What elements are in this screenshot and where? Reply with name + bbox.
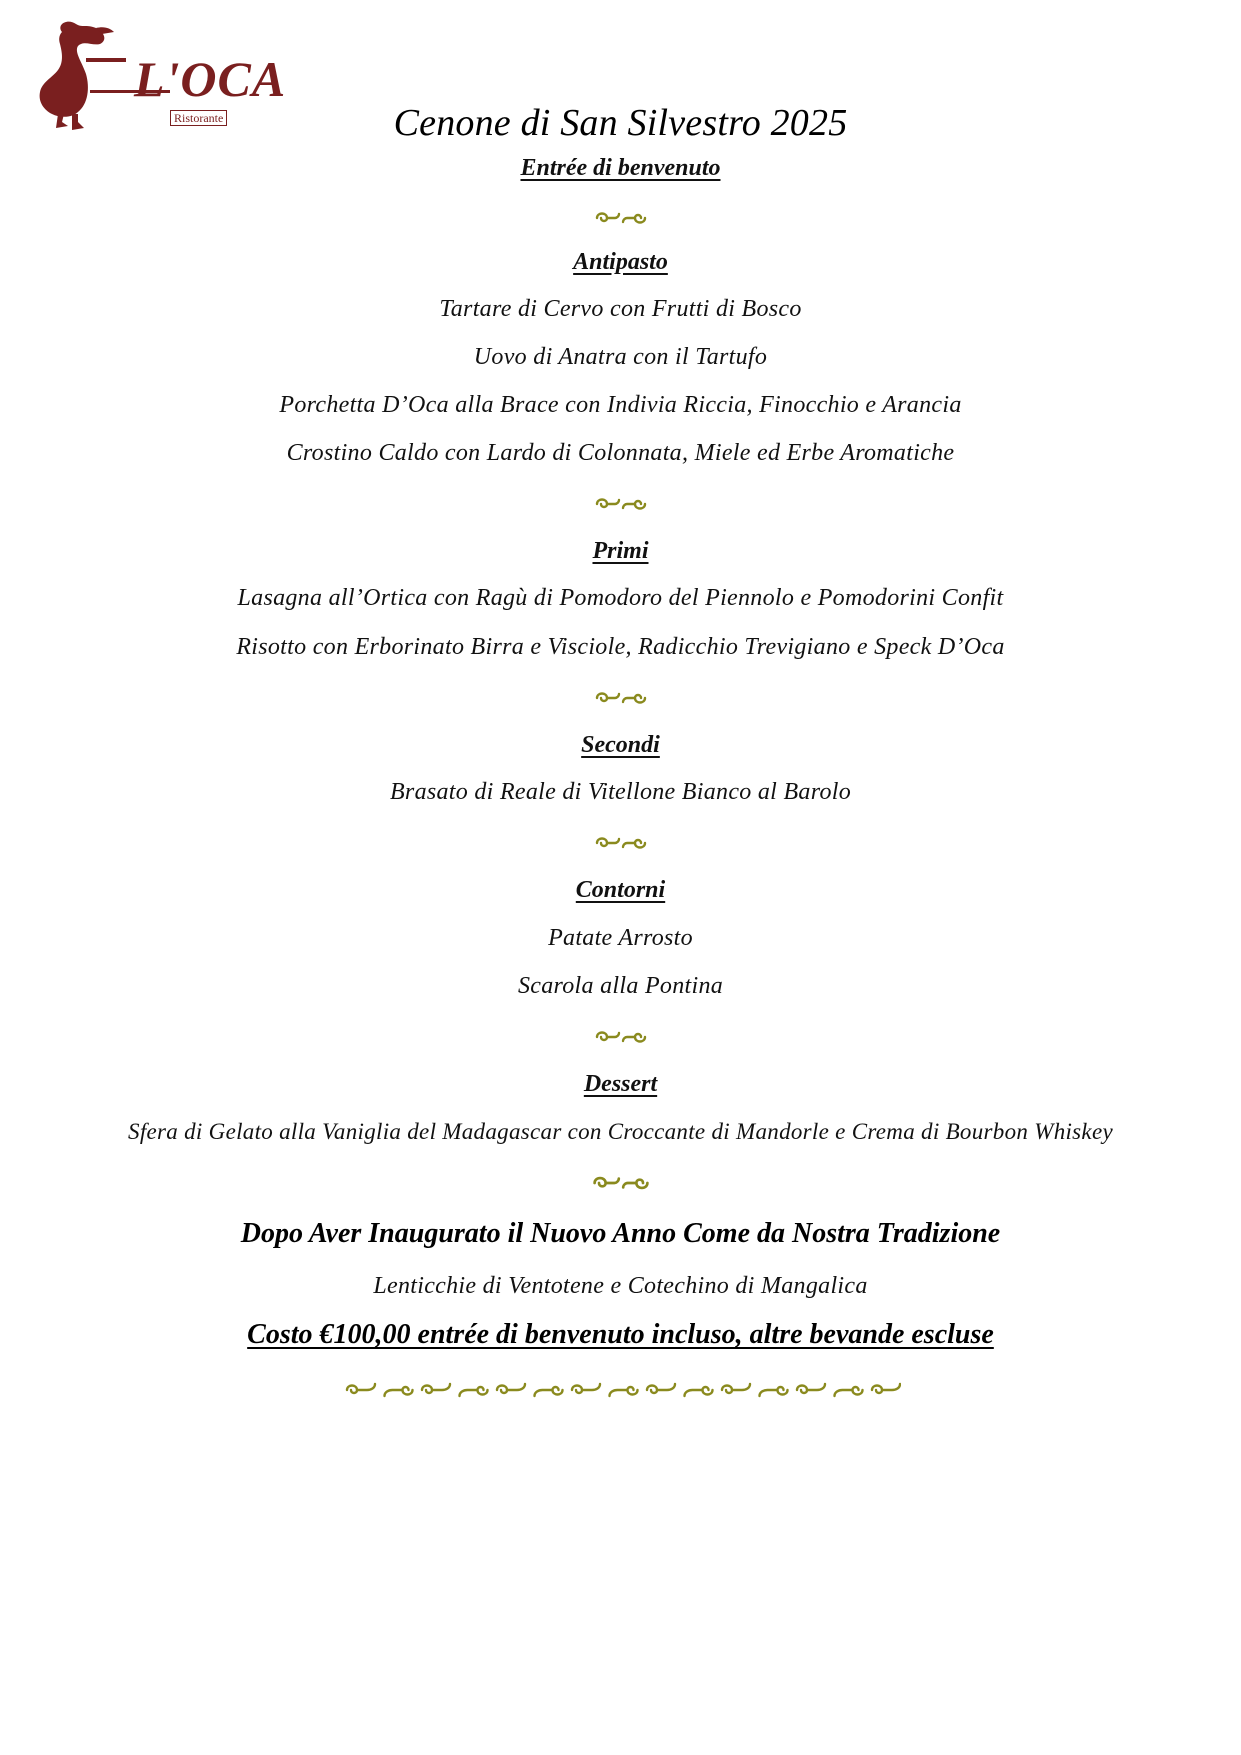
ornament-divider	[0, 492, 1241, 516]
scroll-ornament-icon	[534, 1387, 562, 1396]
scroll-ornament-icon	[797, 1384, 825, 1393]
logo-subtitle: Ristorante	[170, 110, 227, 126]
section-heading-antipasto: Antipasto	[573, 249, 668, 275]
section-heading-secondi: Secondi	[581, 732, 660, 758]
scroll-ornament-icon	[722, 1384, 750, 1393]
scroll-ornament-icon	[609, 1387, 637, 1396]
ornament-border	[0, 1377, 1241, 1403]
scroll-ornament-icon	[593, 208, 649, 228]
dish-item: Brasato di Reale di Vitellone Bianco al Barolo	[389, 779, 852, 805]
scroll-ornament-icon	[497, 1384, 525, 1393]
scroll-ornament-icon	[347, 1384, 375, 1393]
section-heading-dessert: Dessert	[583, 1071, 658, 1097]
scroll-ornament-border-icon	[341, 1378, 901, 1402]
dish-item: Scarola alla Pontina	[517, 973, 724, 999]
scroll-ornament-icon	[459, 1387, 487, 1396]
section-heading-contorni: Contorni	[575, 877, 666, 903]
tradition-item: Lenticchie di Ventotene e Cotechino di Mangalica	[373, 1273, 868, 1299]
dish-item: Uovo di Anatra con il Tartufo	[473, 344, 768, 370]
welcome-heading: Entrée di benvenuto	[520, 155, 721, 181]
dish-item: Lasagna all’Ortica con Ragù di Pomodoro del Piennolo e Pomodorini Confit	[237, 585, 1004, 611]
tradition-heading: Dopo Aver Inaugurato il Nuovo Anno Come da Nostra Tradizione	[240, 1218, 1001, 1249]
dish-item: Crostino Caldo con Lardo di Colonnata, Miele ed Erbe Aromatiche	[286, 440, 955, 466]
scroll-ornament-icon	[384, 1387, 412, 1396]
scroll-ornament-icon	[588, 1172, 654, 1194]
section-heading-primi: Primi	[592, 538, 649, 564]
dish-item: Patate Arrosto	[548, 925, 693, 951]
dish-item: Risotto con Erborinato Birra e Visciole, Radicchio Trevigiano e Speck D’Oca	[236, 634, 1005, 660]
scroll-ornament-icon	[759, 1387, 787, 1396]
ornament-divider	[0, 1025, 1241, 1049]
scroll-ornament-icon	[591, 1027, 651, 1047]
ornament-divider	[0, 831, 1241, 855]
logo-name: L'OCA	[134, 51, 287, 107]
ornament-divider	[0, 686, 1241, 710]
scroll-ornament-icon	[684, 1387, 712, 1396]
scroll-ornament-icon	[647, 1384, 675, 1393]
menu-title: Cenone di San Silvestro 2025	[393, 102, 848, 144]
scroll-ornament-icon	[834, 1387, 862, 1396]
dish-item: Sfera di Gelato alla Vaniglia del Madagascar con Croccante di Mandorle e Crema di Bourbon Whiskey	[128, 1119, 1113, 1144]
dish-item: Porchetta D’Oca alla Brace con Indivia Riccia, Finocchio e Arancia	[279, 392, 962, 418]
scroll-ornament-icon	[591, 833, 651, 853]
price-note: Costo €100,00 entrée di benvenuto incluso, altre bevande escluse	[247, 1319, 994, 1350]
ornament-divider	[0, 206, 1241, 230]
scroll-ornament-icon	[872, 1384, 900, 1393]
scroll-ornament-icon	[591, 494, 651, 514]
ornament-divider	[0, 1171, 1241, 1195]
dish-item: Tartare di Cervo con Frutti di Bosco	[439, 296, 802, 322]
scroll-ornament-icon	[572, 1384, 600, 1393]
scroll-ornament-icon	[422, 1384, 450, 1393]
scroll-ornament-icon	[591, 688, 651, 708]
